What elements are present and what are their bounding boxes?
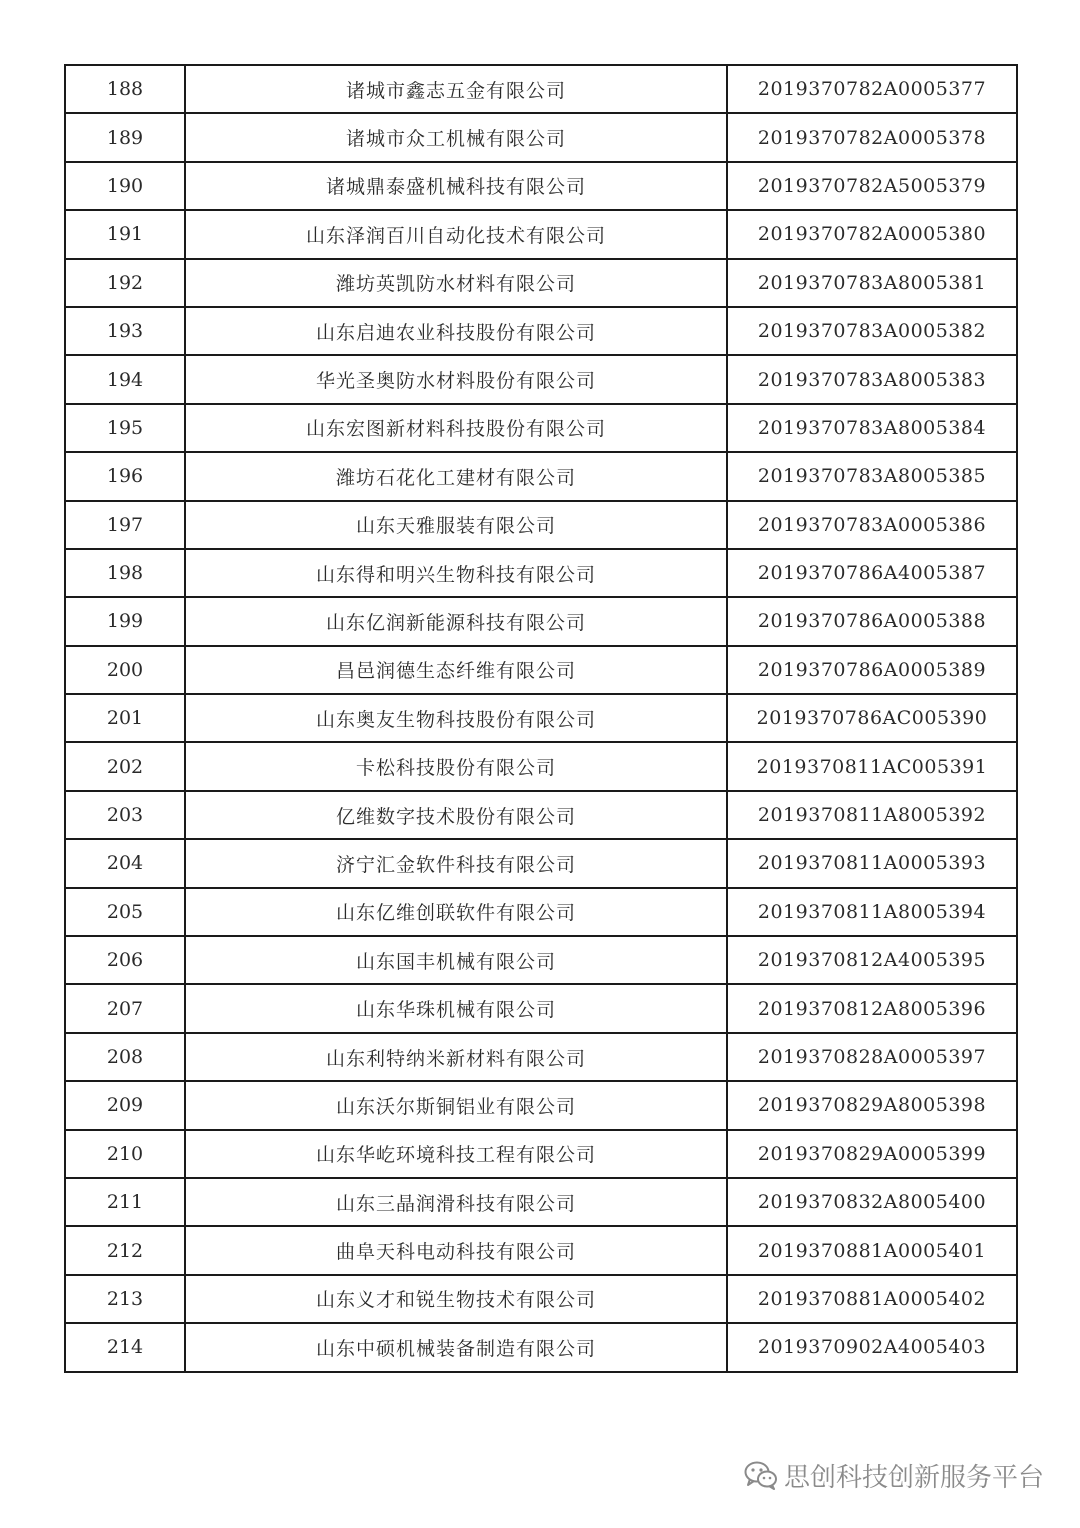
table-row (65, 984, 1017, 1032)
company-name-cell: 诸城鼎泰盛机械科技有限公司 (185, 162, 727, 210)
registration-code-cell: 2019370811A0005393 (727, 839, 1017, 887)
company-name-cell: 山东宏图新材料科技股份有限公司 (185, 404, 727, 452)
row-number-cell: 206 (65, 936, 185, 984)
registration-code-cell: 2019370786A0005389 (727, 646, 1017, 694)
row-number-cell: 204 (65, 839, 185, 887)
registration-code-cell: 2019370881A0005401 (727, 1226, 1017, 1274)
registration-code-cell: 2019370782A0005380 (727, 210, 1017, 258)
row-number-cell: 200 (65, 646, 185, 694)
watermark-text: 思创科技创新服务平台 (783, 1462, 1044, 1493)
table-row (65, 307, 1017, 355)
registration-code-cell: 2019370782A5005379 (727, 162, 1017, 210)
registration-code-cell: 2019370783A8005384 (727, 404, 1017, 452)
registration-code-cell: 2019370783A8005383 (727, 355, 1017, 403)
table-row (65, 113, 1017, 161)
table-row (65, 210, 1017, 258)
company-name-cell: 卡松科技股份有限公司 (185, 742, 727, 790)
company-name-cell: 山东泽润百川自动化技术有限公司 (185, 210, 727, 258)
registration-code-cell: 2019370783A8005381 (727, 259, 1017, 307)
company-name-cell: 山东利特纳米新材料有限公司 (185, 1033, 727, 1081)
company-name-cell: 山东奥友生物科技股份有限公司 (185, 694, 727, 742)
row-number-cell: 188 (65, 65, 185, 113)
registration-code-cell: 2019370832A8005400 (727, 1178, 1017, 1226)
row-number-cell: 189 (65, 113, 185, 161)
row-number-cell: 211 (65, 1178, 185, 1226)
row-number-cell: 213 (65, 1275, 185, 1323)
row-number-cell: 199 (65, 597, 185, 645)
row-number-cell: 194 (65, 355, 185, 403)
registration-code-cell: 2019370782A0005377 (727, 65, 1017, 113)
registration-code-cell: 2019370829A8005398 (727, 1081, 1017, 1129)
row-number-cell: 214 (65, 1323, 185, 1371)
table-body (65, 65, 1017, 1372)
registration-code-cell: 2019370782A0005378 (727, 113, 1017, 161)
table-row (65, 791, 1017, 839)
company-name-cell: 华光圣奥防水材料股份有限公司 (185, 355, 727, 403)
company-name-cell: 济宁汇金软件科技有限公司 (185, 839, 727, 887)
registration-code-cell: 2019370812A4005395 (727, 936, 1017, 984)
company-name-cell: 山东华屹环境科技工程有限公司 (185, 1130, 727, 1178)
row-number-cell: 201 (65, 694, 185, 742)
table-row (65, 65, 1017, 113)
company-name-cell: 山东义才和锐生物技术有限公司 (185, 1275, 727, 1323)
table-row (65, 1323, 1017, 1371)
registration-code-cell: 2019370783A0005386 (727, 501, 1017, 549)
row-number-cell: 202 (65, 742, 185, 790)
table-row (65, 259, 1017, 307)
company-name-cell: 山东三晶润滑科技有限公司 (185, 1178, 727, 1226)
table-row (65, 1275, 1017, 1323)
registration-code-cell: 2019370881A0005402 (727, 1275, 1017, 1323)
registration-code-cell: 2019370811A8005392 (727, 791, 1017, 839)
registration-code-cell: 2019370783A0005382 (727, 307, 1017, 355)
table-row (65, 1130, 1017, 1178)
company-name-cell: 山东中硕机械装备制造有限公司 (185, 1323, 727, 1371)
wechat-icon (744, 1460, 778, 1490)
table-row (65, 404, 1017, 452)
row-number-cell: 193 (65, 307, 185, 355)
registration-code-cell: 2019370783A8005385 (727, 452, 1017, 500)
row-number-cell: 192 (65, 259, 185, 307)
registration-code-cell: 2019370786AC005390 (727, 694, 1017, 742)
table-row (65, 646, 1017, 694)
enterprise-registry-table (64, 64, 1018, 1373)
table-row (65, 1081, 1017, 1129)
row-number-cell: 198 (65, 549, 185, 597)
company-name-cell: 曲阜天科电动科技有限公司 (185, 1226, 727, 1274)
table-row (65, 1178, 1017, 1226)
company-name-cell: 山东沃尔斯铜铝业有限公司 (185, 1081, 727, 1129)
registration-code-cell: 2019370786A0005388 (727, 597, 1017, 645)
company-name-cell: 山东天雅服装有限公司 (185, 501, 727, 549)
table-row (65, 1033, 1017, 1081)
row-number-cell: 191 (65, 210, 185, 258)
row-number-cell: 210 (65, 1130, 185, 1178)
company-name-cell: 亿维数字技术股份有限公司 (185, 791, 727, 839)
row-number-cell: 205 (65, 888, 185, 936)
table-row (65, 1226, 1017, 1274)
company-name-cell: 诸城市众工机械有限公司 (185, 113, 727, 161)
company-name-cell: 山东华珠机械有限公司 (185, 984, 727, 1032)
registration-code-cell: 2019370902A4005403 (727, 1323, 1017, 1371)
table-row (65, 839, 1017, 887)
row-number-cell: 208 (65, 1033, 185, 1081)
table-row (65, 742, 1017, 790)
row-number-cell: 209 (65, 1081, 185, 1129)
registration-code-cell: 2019370812A8005396 (727, 984, 1017, 1032)
company-name-cell: 潍坊英凯防水材料有限公司 (185, 259, 727, 307)
table-row (65, 888, 1017, 936)
company-name-cell: 山东国丰机械有限公司 (185, 936, 727, 984)
table-row (65, 936, 1017, 984)
source-watermark (744, 1458, 1044, 1492)
company-name-cell: 山东得和明兴生物科技有限公司 (185, 549, 727, 597)
table-row (65, 162, 1017, 210)
row-number-cell: 207 (65, 984, 185, 1032)
table-row (65, 355, 1017, 403)
company-name-cell: 山东启迪农业科技股份有限公司 (185, 307, 727, 355)
registration-code-cell: 2019370811A8005394 (727, 888, 1017, 936)
table-row (65, 501, 1017, 549)
registration-code-cell: 2019370828A0005397 (727, 1033, 1017, 1081)
registration-code-cell: 2019370829A0005399 (727, 1130, 1017, 1178)
table-row (65, 549, 1017, 597)
registration-code-cell: 2019370811AC005391 (727, 742, 1017, 790)
company-name-cell: 山东亿润新能源科技有限公司 (185, 597, 727, 645)
company-name-cell: 诸城市鑫志五金有限公司 (185, 65, 727, 113)
row-number-cell: 190 (65, 162, 185, 210)
company-name-cell: 昌邑润德生态纤维有限公司 (185, 646, 727, 694)
row-number-cell: 203 (65, 791, 185, 839)
table-row (65, 597, 1017, 645)
company-name-cell: 山东亿维创联软件有限公司 (185, 888, 727, 936)
row-number-cell: 212 (65, 1226, 185, 1274)
row-number-cell: 196 (65, 452, 185, 500)
company-name-cell: 潍坊石花化工建材有限公司 (185, 452, 727, 500)
registration-code-cell: 2019370786A4005387 (727, 549, 1017, 597)
table-row (65, 694, 1017, 742)
row-number-cell: 195 (65, 404, 185, 452)
row-number-cell: 197 (65, 501, 185, 549)
table-row (65, 452, 1017, 500)
